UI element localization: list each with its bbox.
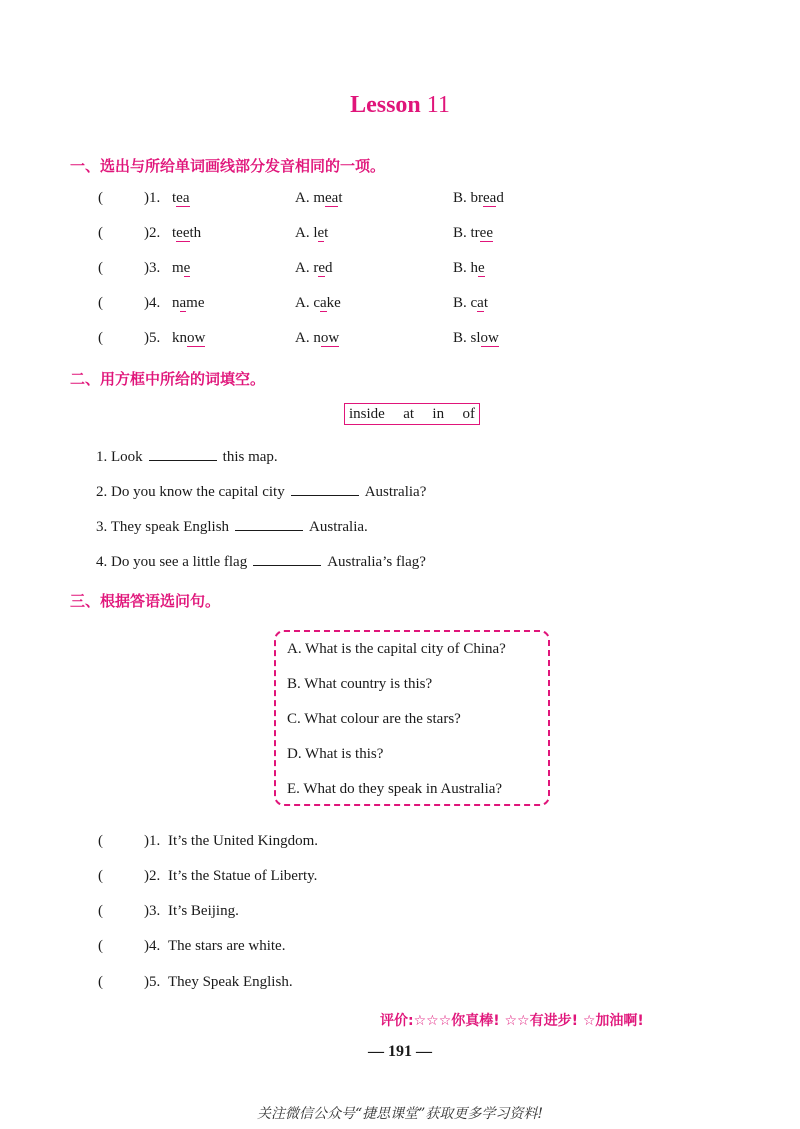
page-number: — 191 —	[368, 1043, 432, 1060]
answer-blank[interactable]	[235, 516, 303, 531]
word-box-item: inside	[349, 405, 385, 422]
word-box	[344, 403, 480, 425]
answer-blank[interactable]	[253, 551, 321, 566]
fill-blank-item: 1. Look this map.	[96, 446, 278, 466]
phonics-row: ( )2. teeth A. let B. tree	[98, 225, 493, 241]
question-option: E. What do they speak in Australia?	[287, 781, 503, 797]
fill-blank-item: 2. Do you know the capital city Australia?	[96, 481, 426, 501]
question-options-box	[274, 630, 550, 806]
phonics-row: ( )5. know A. now B. slow	[98, 330, 499, 346]
question-option: A. What is the capital city of China?	[287, 641, 506, 657]
answer-row: ( )2. It’s the Statue of Liberty.	[98, 868, 318, 884]
question-option: D. What is this?	[287, 746, 384, 762]
answer-blank[interactable]	[149, 446, 217, 461]
question-option: B. What country is this?	[287, 676, 433, 692]
section2-heading: 二、用方框中所给的词填空。	[70, 370, 266, 388]
answer-row: ( )3. It’s Beijing.	[98, 903, 239, 919]
section1-heading: 一、选出与所给单词画线部分发音相同的一项。	[70, 157, 386, 175]
fill-blank-item: 3. They speak English Australia.	[96, 516, 368, 536]
question-option: C. What colour are the stars?	[287, 711, 461, 727]
answer-row: ( )1. It’s the United Kingdom.	[98, 833, 318, 849]
word-box-item: at	[403, 405, 415, 422]
answer-row: ( )4. The stars are white.	[98, 938, 286, 954]
phonics-row: ( )1. tea A. meat B. bread	[98, 190, 504, 206]
word-box-item: in	[432, 405, 445, 422]
answer-row: ( )5. They Speak English.	[98, 974, 293, 990]
fill-blank-item: 4. Do you see a little flag Australia’s flag?	[96, 551, 426, 571]
footer-note: 关注微信公众号“捷思课堂”获取更多学习资料!	[257, 1106, 543, 1122]
evaluation-line: 评价:☆☆☆你真棒! ☆☆有进步! ☆加油啊!	[380, 1013, 644, 1029]
phonics-row: ( )4. name A. cake B. cat	[98, 295, 489, 311]
answer-blank[interactable]	[291, 481, 359, 496]
lesson-title: Lesson 11	[350, 92, 450, 118]
phonics-row: ( )3. me A. red B. he	[98, 260, 485, 276]
section3-heading: 三、根据答语选问句。	[70, 592, 221, 610]
word-box-item: of	[462, 405, 475, 422]
